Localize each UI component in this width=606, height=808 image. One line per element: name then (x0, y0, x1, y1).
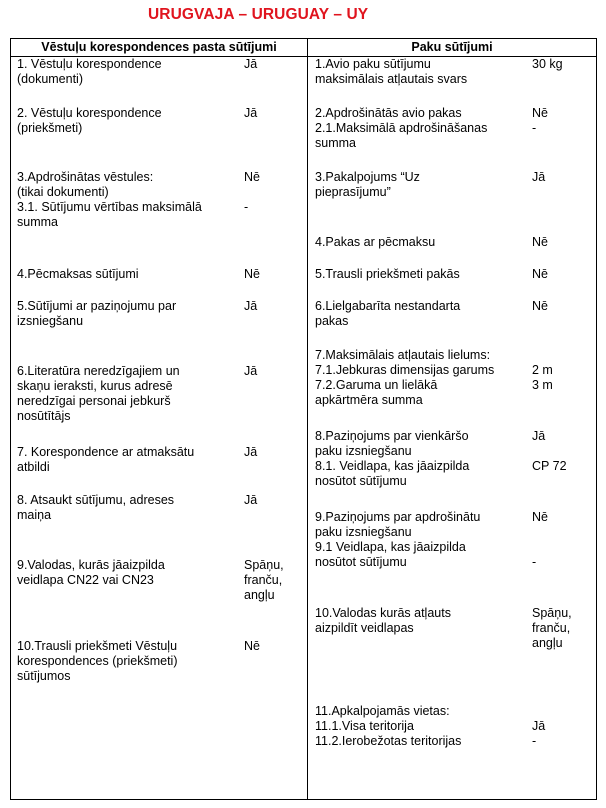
left-row-10-value: Nē (244, 639, 260, 653)
right-row-7-label: 7.Maksimālais atļautais lielums: 7.1.Jebkuras dimensijas garums 7.2.Garuma un lielākā apkārtmēra summa (315, 348, 495, 407)
left-row-6-label: 6.Literatūra neredzīgajiem un skaņu ieraksti, kurus adresē neredzīgai personai jebkurš nosūtītājs (17, 364, 180, 423)
left-row-8-label: 8. Atsaukt sūtījumu, adreses maiņa (17, 493, 175, 522)
right-row-2-label: 2.Apdrošinātās avio pakas 2.1.Maksimālā apdrošināšanas summa (315, 106, 488, 150)
right-row-3-value: Jā (532, 170, 546, 184)
right-row-10-value: Spāņu, franču, angļu (532, 606, 572, 650)
left-row-6-value: Jā (244, 364, 258, 378)
right-row-9-label: 9.Paziņojums par apdrošinātu paku izsniegšanu 9.1 Veidlapa, kas jāaizpilda nosūtot sūtījumu (315, 510, 481, 569)
left-row-9-label: 9.Valodas, kurās jāaizpilda veidlapa CN22 vai CN23 (17, 558, 165, 587)
page-title: URUGVAJA – URUGUAY – UY (148, 6, 369, 23)
right-row-11-value: Jā - (532, 719, 546, 748)
right-row-5-label: 5.Trausli priekšmeti pakās (315, 267, 460, 281)
left-row-4-value: Nē (244, 267, 260, 281)
left-row-1-value: Jā (244, 57, 258, 71)
right-column-header: Paku sūtījumi (411, 40, 493, 54)
left-row-5-label: 5.Sūtījumi ar paziņojumu par izsniegšanu (17, 299, 177, 328)
right-row-4-value: Nē (532, 235, 548, 249)
right-row-5-value: Nē (532, 267, 548, 281)
column-divider (307, 39, 308, 799)
services-table (10, 38, 597, 800)
left-row-1-label: 1. Vēstuļu korespondence (dokumenti) (17, 57, 162, 86)
left-row-10-label: 10.Trausli priekšmeti Vēstuļu korespondences (priekšmeti) sūtījumos (17, 639, 178, 683)
left-row-7-label: 7. Korespondence ar atmaksātu atbildi (17, 445, 195, 474)
right-row-6-value: Nē (532, 299, 548, 313)
right-row-8-label: 8.Paziņojums par vienkāršo paku izsniegšanu 8.1. Veidlapa, kas jāaizpilda nosūtot sūtījumu (315, 429, 470, 488)
left-row-2-label: 2. Vēstuļu korespondence (priekšmeti) (17, 106, 162, 135)
right-row-8-value: Jā CP 72 (532, 429, 567, 473)
left-row-3-value: Nē - (244, 170, 260, 214)
right-row-11-label: 11.Apkalpojamās vietas: 11.1.Visa teritorija 11.2.Ierobežotas teritorijas (315, 704, 462, 748)
left-column-header: Vēstuļu korespondences pasta sūtījumi (41, 40, 277, 54)
left-row-8-value: Jā (244, 493, 258, 507)
left-row-2-value: Jā (244, 106, 258, 120)
right-row-4-label: 4.Pakas ar pēcmaksu (315, 235, 436, 249)
left-row-5-value: Jā (244, 299, 258, 313)
right-row-7-value: 2 m 3 m (532, 363, 553, 392)
left-row-3-label: 3.Apdrošinātas vēstules: (tikai dokumenti) 3.1. Sūtījumu vērtības maksimālā summa (17, 170, 202, 229)
left-row-7-value: Jā (244, 445, 258, 459)
right-row-3-label: 3.Pakalpojums “Uz pieprasījumu” (315, 170, 420, 199)
left-row-4-label: 4.Pēcmaksas sūtījumi (17, 267, 139, 281)
right-row-1-label: 1.Avio paku sūtījumu maksimālais atļautais svars (315, 57, 468, 86)
right-row-6-label: 6.Lielgabarīta nestandarta pakas (315, 299, 461, 328)
right-row-1-value: 30 kg (532, 57, 563, 71)
left-row-9-value: Spāņu, franču, angļu (244, 558, 284, 602)
right-row-9-value: Nē - (532, 510, 548, 569)
right-row-10-label: 10.Valodas kurās atļauts aizpildīt veidlapas (315, 606, 451, 635)
right-row-2-value: Nē - (532, 106, 548, 135)
